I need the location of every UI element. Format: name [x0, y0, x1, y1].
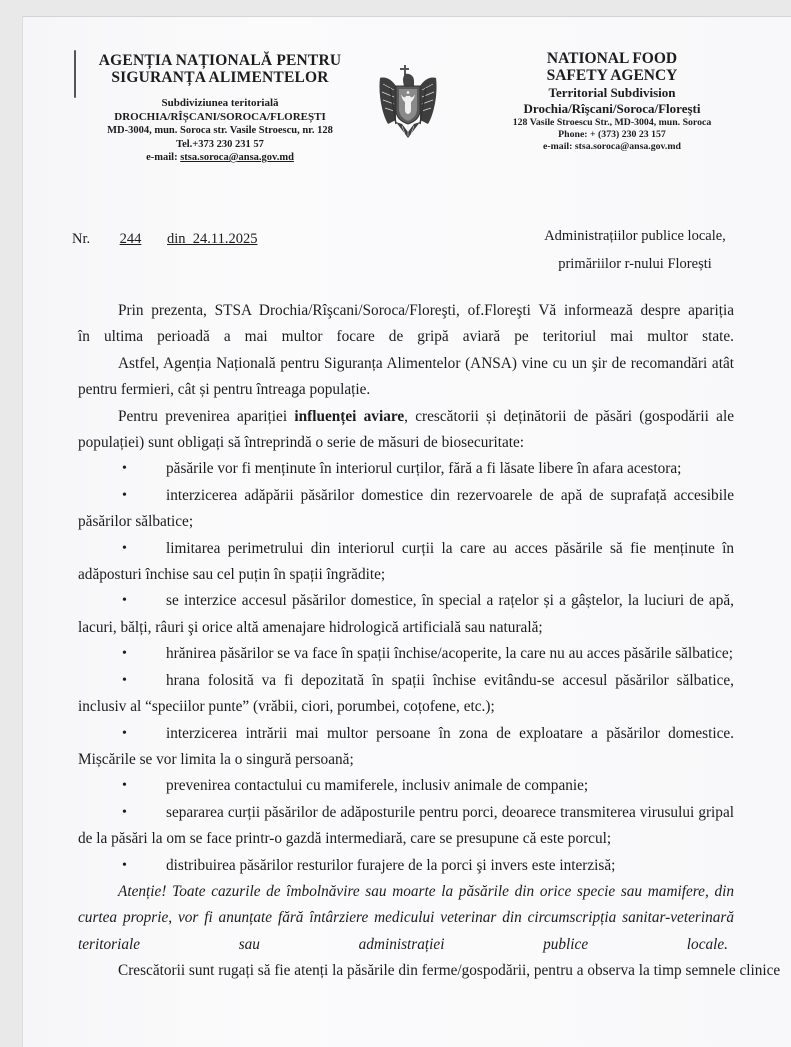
- warning-word: locale.: [686, 935, 728, 953]
- agency-name-en-line2: SAFETY AGENCY: [546, 66, 678, 84]
- warning-line3: [78, 932, 734, 958]
- bullet-icon: •: [122, 778, 127, 794]
- measure-text: interzicerea adăpării păsărilor domestice din rezervoarele de apă de suprafață accesibile păsărilor sălbatice;: [78, 486, 734, 531]
- subdivision-label-ro: Subdiviziunea teritorială: [161, 97, 279, 109]
- email-en[interactable]: e-mail: stsa.soroca@ansa.gov.md: [543, 141, 681, 152]
- bullet-icon: •: [122, 725, 127, 741]
- email-line-ro: [60, 151, 380, 165]
- document-reference: [72, 231, 258, 248]
- warning-word: sau: [238, 935, 260, 953]
- bullet-icon: •: [122, 646, 127, 662]
- paragraph-biosecurity-intro: [78, 404, 734, 457]
- bullet-icon: •: [122, 461, 127, 477]
- intro-line2: în ultima perioadă a mai multor focare de gripă aviară pe teritoriul mai multor state.: [78, 328, 734, 346]
- subdivision-label-en: Territorial Subdivision: [548, 85, 676, 100]
- measure-list-item: [78, 483, 734, 536]
- phone-ro: Tel.+373 230 231 57: [176, 138, 264, 150]
- measure-list-item: [78, 721, 734, 774]
- agency-name-en-line1: NATIONAL FOOD: [546, 50, 678, 67]
- addressee-line2: primăriilor r-nului Florești: [558, 256, 712, 272]
- email-label-ro: e-mail:: [146, 152, 178, 163]
- agency-name-ro-line2: SIGURANȚA ALIMENTELOR: [111, 69, 329, 86]
- bullet-icon: •: [122, 540, 127, 556]
- addressee-block: [520, 222, 750, 278]
- measure-text: limitarea perimetrului din interiorul curții la care au acces păsările să fie menținute în adăposturi închise sau cel puțin în spații îngrădite;: [78, 539, 734, 584]
- address-en: 128 Vasile Stroescu Str., MD-3004, mun. Soroca: [512, 117, 712, 128]
- measure-list-item: [78, 800, 734, 853]
- nr-label: Nr.: [72, 231, 91, 247]
- measure-text: prevenirea contactului cu mamiferele, inclusiv animale de companie;: [166, 777, 589, 795]
- last-line-partial: Crescătorii sunt rugați să fie atenți la păsările din ferme/gospodării, pentru a observa la timp semnele clinice: [118, 962, 781, 980]
- address-ro: MD-3004, mun. Soroca str. Vasile Stroescu, nr. 128: [107, 125, 333, 136]
- para3-end: , crescătorii și deținătorii de păsări (gospodării ale populației) sunt obligați să întreprindă o serie de măsuri de biosecuritate:: [78, 407, 734, 452]
- measure-text: interzicerea intrării mai multor persoane în zona de exploatare a păsărilor domestice. Mișcările se vor limita la o singură persoană;: [78, 724, 734, 768]
- agency-name-ro-line1: AGENȚIA NAȚIONALĂ PENTRU: [98, 52, 342, 69]
- para3-bold-term: influenței aviare: [294, 407, 405, 425]
- warning-word: publice: [543, 935, 589, 953]
- measure-text: se interzice accesul păsărilor domestice, în special a rațelor și a gâștelor, la luciuri de apă, lacuri, bălți, râuri şi orice altă amenajare hidrologică artificială sau naturală;: [78, 592, 734, 636]
- measure-text: păsările vor fi menținute în interiorul curților, fără a fi lăsate libere în afara acestora;: [166, 460, 682, 478]
- moldova-coat-of-arms-icon: [374, 64, 442, 142]
- measure-text: hrănirea păsărilor se va face în spații închise/acoperite, la care nu au acces păsările sălbatice;: [166, 645, 733, 663]
- paragraph-ansa-recommendations: Astfel, Agenția Națională pentru Siguranța Alimentelor (ANSA) vine cu un şir de recomandări atât pentru fermieri, cât și pentru întreaga populație.: [78, 354, 734, 399]
- addressee-line1: Administrațiilor publice locale,: [544, 228, 726, 244]
- document-date: din 24.11.2025: [167, 231, 258, 247]
- header-right-english: [472, 51, 752, 153]
- measure-list-item: [78, 773, 734, 799]
- document-number: 244: [119, 231, 142, 247]
- bullet-icon: •: [122, 672, 127, 688]
- warning-line1: Atenție! Toate cazurile de îmbolnăvire sau moarte la păsările din orice specie sau mamifere, din: [118, 882, 734, 900]
- warning-word: teritoriale: [78, 935, 141, 953]
- measure-text: hrana folosită va fi depozitată în spații închise evitându-se accesul păsărilor sălbatice, inclusiv al “speciilor punte” (vrăbii, ciori, porumbei, coțofene, etc.);: [78, 671, 734, 716]
- email-link-ro[interactable]: stsa.soroca@ansa.gov.md: [180, 152, 294, 163]
- para3-start: Pentru prevenirea apariției: [118, 407, 295, 425]
- phone-en: Phone: + (373) 230 23 157: [558, 129, 666, 140]
- measure-text: separarea curții păsărilor de adăposturile pentru porci, deoarece transmiterea virusului gripal de la păsări la om se face printr-o gazdă intermediară, care se presupune că este porcul;: [78, 803, 734, 848]
- measure-list-item: [78, 536, 734, 589]
- measure-list-item: [78, 668, 734, 721]
- measure-list-item: [78, 641, 734, 667]
- bullet-icon: •: [122, 857, 127, 873]
- bullet-icon: •: [122, 804, 127, 820]
- letter-body: [78, 298, 781, 985]
- header-left-romanian: [60, 52, 380, 165]
- warning-line2: curtea proprie, vor fi anunțate fără întârziere medicului veterinar din circumscripția sanitar-veterinară: [78, 909, 734, 927]
- bullet-icon: •: [122, 593, 127, 609]
- measure-list-item: [78, 853, 734, 879]
- subdivision-name-ro: DROCHIA/RÎȘCANI/SOROCA/FLOREȘTI: [114, 110, 326, 123]
- measure-text: distribuirea păsărilor resturilor furajere de la porci şi invers este interzisă;: [166, 856, 616, 874]
- measure-list-item: [78, 456, 734, 482]
- biosecurity-measures-list: [78, 456, 734, 879]
- bullet-icon: •: [122, 487, 127, 503]
- intro-line1: Prin prezenta, STSA Drochia/Rîşcani/Soroca/Floreşti, of.Floreşti Vă informează despre apariția: [118, 302, 734, 319]
- warning-word: administrației: [358, 935, 445, 953]
- subdivision-name-en: Drochia/Rîşcani/Soroca/Floreşti: [523, 101, 701, 116]
- measure-list-item: [78, 588, 734, 641]
